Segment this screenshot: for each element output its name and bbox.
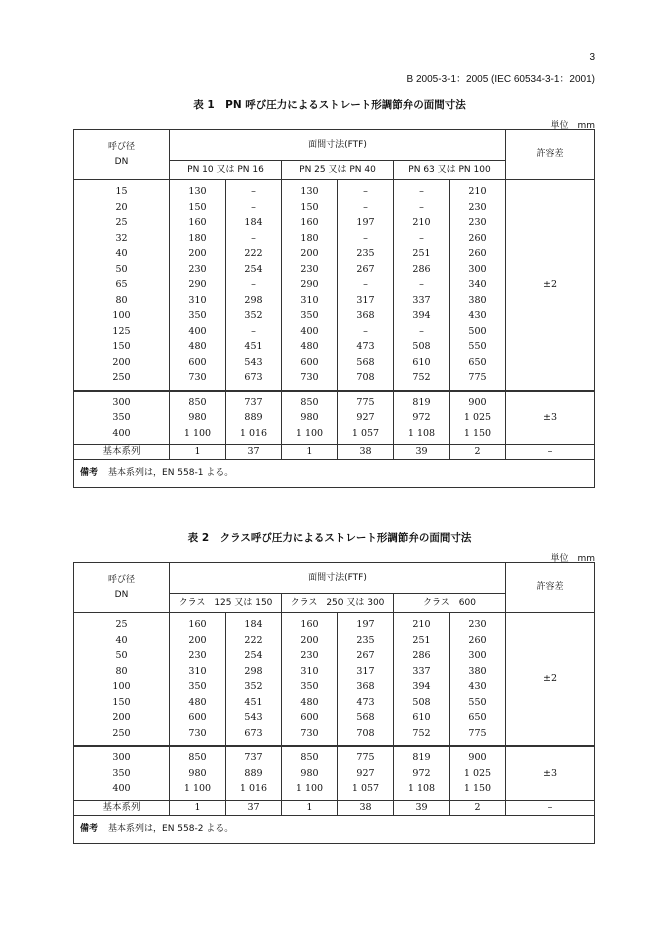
ftf-cell: 286 [394, 648, 450, 664]
dn-cell: 300 [74, 391, 170, 411]
ftf-cell: 251 [394, 246, 450, 262]
note-row [74, 460, 595, 488]
basic-series-cell: 1 [282, 445, 338, 460]
dn-cell: 400 [74, 426, 170, 445]
dn-cell: 400 [74, 781, 170, 800]
ftf-cell: 1 150 [450, 781, 506, 800]
ftf-cell: 184 [226, 215, 282, 231]
ftf-cell: 430 [450, 679, 506, 695]
ftf-cell: 160 [170, 613, 226, 633]
dn-cell: 200 [74, 355, 170, 371]
ftf-cell: 1 100 [170, 781, 226, 800]
basic-series-cell: 2 [450, 800, 506, 815]
ftf-cell: – [394, 200, 450, 216]
ftf-cell: 222 [226, 633, 282, 649]
ftf-cell: 337 [394, 664, 450, 680]
ftf-cell: 200 [170, 246, 226, 262]
dn-cell: 50 [74, 262, 170, 278]
pressure-class-header: PN 63 又は PN 100 [394, 161, 506, 180]
table1-unit: 単位 mm [550, 121, 595, 131]
ftf-cell: 352 [226, 679, 282, 695]
dn-cell: 200 [74, 710, 170, 726]
ftf-cell: 775 [450, 370, 506, 391]
ftf-cell: 673 [226, 370, 282, 391]
ftf-cell: 230 [450, 613, 506, 633]
tolerance-header: 許容差 [506, 130, 595, 180]
ftf-cell: – [226, 231, 282, 247]
ftf-cell: 708 [338, 726, 394, 747]
ftf-cell: 1 025 [450, 410, 506, 426]
ftf-cell: 298 [226, 664, 282, 680]
ftf-cell: 251 [394, 633, 450, 649]
ftf-cell: 752 [394, 370, 450, 391]
ftf-cell: 210 [394, 613, 450, 633]
ftf-cell: 927 [338, 410, 394, 426]
ftf-cell: 300 [450, 262, 506, 278]
ftf-cell: 508 [394, 695, 450, 711]
ftf-cell: 1 150 [450, 426, 506, 445]
ftf-cell: 550 [450, 695, 506, 711]
ftf-cell: 200 [282, 246, 338, 262]
dn-header-label: 呼び径 [107, 141, 135, 152]
ftf-cell: 480 [282, 339, 338, 355]
ftf-cell: 1 016 [226, 426, 282, 445]
ftf-cell: 210 [450, 180, 506, 200]
basic-series-cell: 39 [394, 445, 450, 460]
ftf-cell: 1 057 [338, 781, 394, 800]
basic-series-cell: 37 [226, 445, 282, 460]
ftf-cell: 267 [338, 262, 394, 278]
dn-header-label: 呼び径 [107, 574, 135, 585]
table-row [74, 180, 595, 200]
ftf-cell: – [338, 324, 394, 340]
ftf-cell: 150 [170, 200, 226, 216]
note-key: 備考 [80, 823, 99, 834]
dn-cell: 150 [74, 339, 170, 355]
ftf-cell: 650 [450, 710, 506, 726]
dn-header-sub: DN [114, 589, 129, 600]
ftf-cell: 650 [450, 355, 506, 371]
ftf-cell: 310 [170, 664, 226, 680]
dn-header [74, 130, 170, 180]
basic-series-cell: 2 [450, 445, 506, 460]
ftf-cell: 1 100 [282, 781, 338, 800]
ftf-cell: – [226, 277, 282, 293]
ftf-cell: 600 [282, 710, 338, 726]
dn-cell: 20 [74, 200, 170, 216]
ftf-cell: 394 [394, 308, 450, 324]
ftf-cell: 972 [394, 410, 450, 426]
dn-cell: 80 [74, 664, 170, 680]
dn-cell: 100 [74, 308, 170, 324]
ftf-cell: 235 [338, 633, 394, 649]
basic-series-cell: 37 [226, 800, 282, 815]
ftf-cell: – [394, 324, 450, 340]
ftf-cell: 1 108 [394, 426, 450, 445]
dn-cell: 150 [74, 695, 170, 711]
ftf-cell: 737 [226, 746, 282, 766]
dn-cell: 40 [74, 246, 170, 262]
ftf-cell: 260 [450, 633, 506, 649]
ftf-cell: 600 [170, 355, 226, 371]
dn-header-sub: DN [114, 156, 129, 167]
header-row [74, 130, 595, 161]
pressure-class-header: クラス 250 又は 300 [282, 594, 394, 613]
ftf-cell: 980 [170, 410, 226, 426]
ftf-cell: 730 [282, 726, 338, 747]
ftf-cell: 230 [450, 215, 506, 231]
ftf-cell: 980 [170, 766, 226, 782]
ftf-cell: 254 [226, 648, 282, 664]
ftf-cell: – [338, 277, 394, 293]
ftf-cell: 451 [226, 339, 282, 355]
tolerance-cell: ±3 [506, 746, 595, 800]
ftf-cell: 235 [338, 246, 394, 262]
ftf-cell: 850 [170, 746, 226, 766]
ftf-cell: 298 [226, 293, 282, 309]
pressure-class-header: クラス 125 又は 150 [170, 594, 282, 613]
table2-title: 表 2 クラス呼び圧力によるストレート形調節弁の面間寸法 [187, 532, 472, 544]
ftf-cell: 730 [282, 370, 338, 391]
basic-series-label: 基本系列 [74, 445, 170, 460]
ftf-cell: 130 [170, 180, 226, 200]
dn-cell: 40 [74, 633, 170, 649]
ftf-cell: – [338, 231, 394, 247]
ftf-cell: 775 [338, 746, 394, 766]
ftf-cell: 180 [170, 231, 226, 247]
ftf-cell: 160 [282, 215, 338, 231]
ftf-header: 面間寸法(FTF) [170, 563, 506, 594]
ftf-cell: 600 [170, 710, 226, 726]
ftf-cell: 286 [394, 262, 450, 278]
ftf-cell: 543 [226, 710, 282, 726]
ftf-cell: 210 [394, 215, 450, 231]
ftf-cell: 160 [170, 215, 226, 231]
ftf-cell: 310 [282, 293, 338, 309]
tolerance-cell: ±2 [506, 180, 595, 391]
basic-series-cell: 39 [394, 800, 450, 815]
header-row [74, 563, 595, 594]
ftf-cell: 350 [282, 308, 338, 324]
ftf-cell: 260 [450, 231, 506, 247]
basic-series-row [74, 800, 595, 815]
ftf-cell: 850 [170, 391, 226, 411]
basic-series-cell: 38 [338, 800, 394, 815]
ftf-cell: 310 [282, 664, 338, 680]
ftf-cell: 480 [170, 695, 226, 711]
basic-series-label: 基本系列 [74, 800, 170, 815]
ftf-cell: 368 [338, 679, 394, 695]
table-row [74, 746, 595, 766]
ftf-cell: – [226, 180, 282, 200]
pressure-class-header: PN 25 又は PN 40 [282, 161, 394, 180]
ftf-cell: 673 [226, 726, 282, 747]
ftf-cell: 480 [282, 695, 338, 711]
ftf-cell: 480 [170, 339, 226, 355]
ftf-cell: 819 [394, 391, 450, 411]
ftf-cell: 900 [450, 391, 506, 411]
ftf-cell: 610 [394, 710, 450, 726]
ftf-cell: 300 [450, 648, 506, 664]
ftf-cell: 473 [338, 695, 394, 711]
ftf-cell: 980 [282, 766, 338, 782]
ftf-cell: 290 [282, 277, 338, 293]
dn-cell: 80 [74, 293, 170, 309]
ftf-cell: – [226, 200, 282, 216]
dn-cell: 350 [74, 410, 170, 426]
page-number: 3 [589, 52, 595, 63]
table2 [73, 562, 595, 844]
ftf-cell: 568 [338, 710, 394, 726]
dn-cell: 50 [74, 648, 170, 664]
table-row [74, 391, 595, 411]
dn-cell: 15 [74, 180, 170, 200]
note-row [74, 815, 595, 843]
table-note [74, 815, 595, 843]
ftf-cell: 317 [338, 293, 394, 309]
ftf-cell: 850 [282, 391, 338, 411]
table1-title: 表 1 PN 呼び圧力によるストレート形調節弁の面間寸法 [193, 99, 466, 111]
ftf-cell: 500 [450, 324, 506, 340]
ftf-cell: 508 [394, 339, 450, 355]
ftf-cell: 550 [450, 339, 506, 355]
basic-series-cell: – [506, 445, 595, 460]
ftf-cell: 394 [394, 679, 450, 695]
ftf-cell: 1 057 [338, 426, 394, 445]
ftf-cell: 222 [226, 246, 282, 262]
dn-cell: 250 [74, 370, 170, 391]
dn-cell: 125 [74, 324, 170, 340]
table1 [73, 129, 595, 488]
note-text: 基本系列は，EN 558-2 よる。 [108, 823, 234, 834]
ftf-cell: 400 [170, 324, 226, 340]
table2-unit: 単位 mm [550, 554, 595, 564]
ftf-cell: 197 [338, 215, 394, 231]
ftf-cell: 310 [170, 293, 226, 309]
dn-cell: 65 [74, 277, 170, 293]
ftf-cell: 451 [226, 695, 282, 711]
ftf-cell: 180 [282, 231, 338, 247]
tolerance-cell: ±3 [506, 391, 595, 445]
ftf-cell: 368 [338, 308, 394, 324]
ftf-cell: – [338, 200, 394, 216]
ftf-cell: 889 [226, 410, 282, 426]
ftf-cell: 230 [282, 262, 338, 278]
ftf-cell: 317 [338, 664, 394, 680]
ftf-cell: 340 [450, 277, 506, 293]
basic-series-row [74, 445, 595, 460]
dn-cell: 32 [74, 231, 170, 247]
document-code: B 2005-3-1：2005 (IEC 60534-3-1：2001) [406, 74, 595, 85]
ftf-cell: – [394, 180, 450, 200]
ftf-cell: 260 [450, 246, 506, 262]
ftf-cell: 1 016 [226, 781, 282, 800]
basic-series-cell: 1 [170, 445, 226, 460]
pressure-class-header: PN 10 又は PN 16 [170, 161, 282, 180]
ftf-cell: 730 [170, 726, 226, 747]
ftf-cell: 850 [282, 746, 338, 766]
ftf-cell: 708 [338, 370, 394, 391]
dn-cell: 350 [74, 766, 170, 782]
ftf-cell: 430 [450, 308, 506, 324]
dn-cell: 25 [74, 215, 170, 231]
ftf-cell: – [226, 324, 282, 340]
ftf-cell: 230 [170, 648, 226, 664]
ftf-cell: 972 [394, 766, 450, 782]
tolerance-cell: ±2 [506, 613, 595, 747]
dn-header [74, 563, 170, 613]
table-row [74, 613, 595, 633]
ftf-cell: – [338, 180, 394, 200]
ftf-cell: 267 [338, 648, 394, 664]
ftf-cell: 568 [338, 355, 394, 371]
basic-series-cell: 1 [282, 800, 338, 815]
ftf-cell: 730 [170, 370, 226, 391]
ftf-cell: 230 [450, 200, 506, 216]
ftf-cell: 1 025 [450, 766, 506, 782]
ftf-cell: 1 100 [170, 426, 226, 445]
dn-cell: 250 [74, 726, 170, 747]
basic-series-cell: – [506, 800, 595, 815]
ftf-cell: 200 [170, 633, 226, 649]
ftf-cell: 350 [170, 679, 226, 695]
ftf-cell: 337 [394, 293, 450, 309]
ftf-cell: 200 [282, 633, 338, 649]
dn-cell: 300 [74, 746, 170, 766]
ftf-cell: 352 [226, 308, 282, 324]
ftf-cell: 1 100 [282, 426, 338, 445]
basic-series-cell: 38 [338, 445, 394, 460]
dn-cell: 100 [74, 679, 170, 695]
ftf-cell: 400 [282, 324, 338, 340]
ftf-cell: 160 [282, 613, 338, 633]
ftf-cell: 230 [282, 648, 338, 664]
ftf-cell: 473 [338, 339, 394, 355]
ftf-cell: 197 [338, 613, 394, 633]
ftf-cell: 254 [226, 262, 282, 278]
ftf-cell: 380 [450, 293, 506, 309]
ftf-cell: 350 [282, 679, 338, 695]
basic-series-cell: 1 [170, 800, 226, 815]
ftf-cell: 1 108 [394, 781, 450, 800]
ftf-cell: 350 [170, 308, 226, 324]
ftf-cell: 752 [394, 726, 450, 747]
ftf-cell: 380 [450, 664, 506, 680]
ftf-cell: – [394, 231, 450, 247]
dn-cell: 25 [74, 613, 170, 633]
ftf-cell: 889 [226, 766, 282, 782]
ftf-cell: 184 [226, 613, 282, 633]
tolerance-header: 許容差 [506, 563, 595, 613]
table-note [74, 460, 595, 488]
ftf-cell: 150 [282, 200, 338, 216]
ftf-header: 面間寸法(FTF) [170, 130, 506, 161]
ftf-cell: 600 [282, 355, 338, 371]
ftf-cell: 819 [394, 746, 450, 766]
ftf-cell: 737 [226, 391, 282, 411]
ftf-cell: 610 [394, 355, 450, 371]
ftf-cell: 927 [338, 766, 394, 782]
note-text: 基本系列は，EN 558-1 よる。 [108, 468, 234, 478]
ftf-cell: 130 [282, 180, 338, 200]
ftf-cell: 230 [170, 262, 226, 278]
ftf-cell: 775 [338, 391, 394, 411]
ftf-cell: 775 [450, 726, 506, 747]
ftf-cell: 290 [170, 277, 226, 293]
pressure-class-header: クラス 600 [394, 594, 506, 613]
ftf-cell: 900 [450, 746, 506, 766]
ftf-cell: 980 [282, 410, 338, 426]
note-key: 備考 [80, 468, 99, 478]
ftf-cell: – [394, 277, 450, 293]
ftf-cell: 543 [226, 355, 282, 371]
